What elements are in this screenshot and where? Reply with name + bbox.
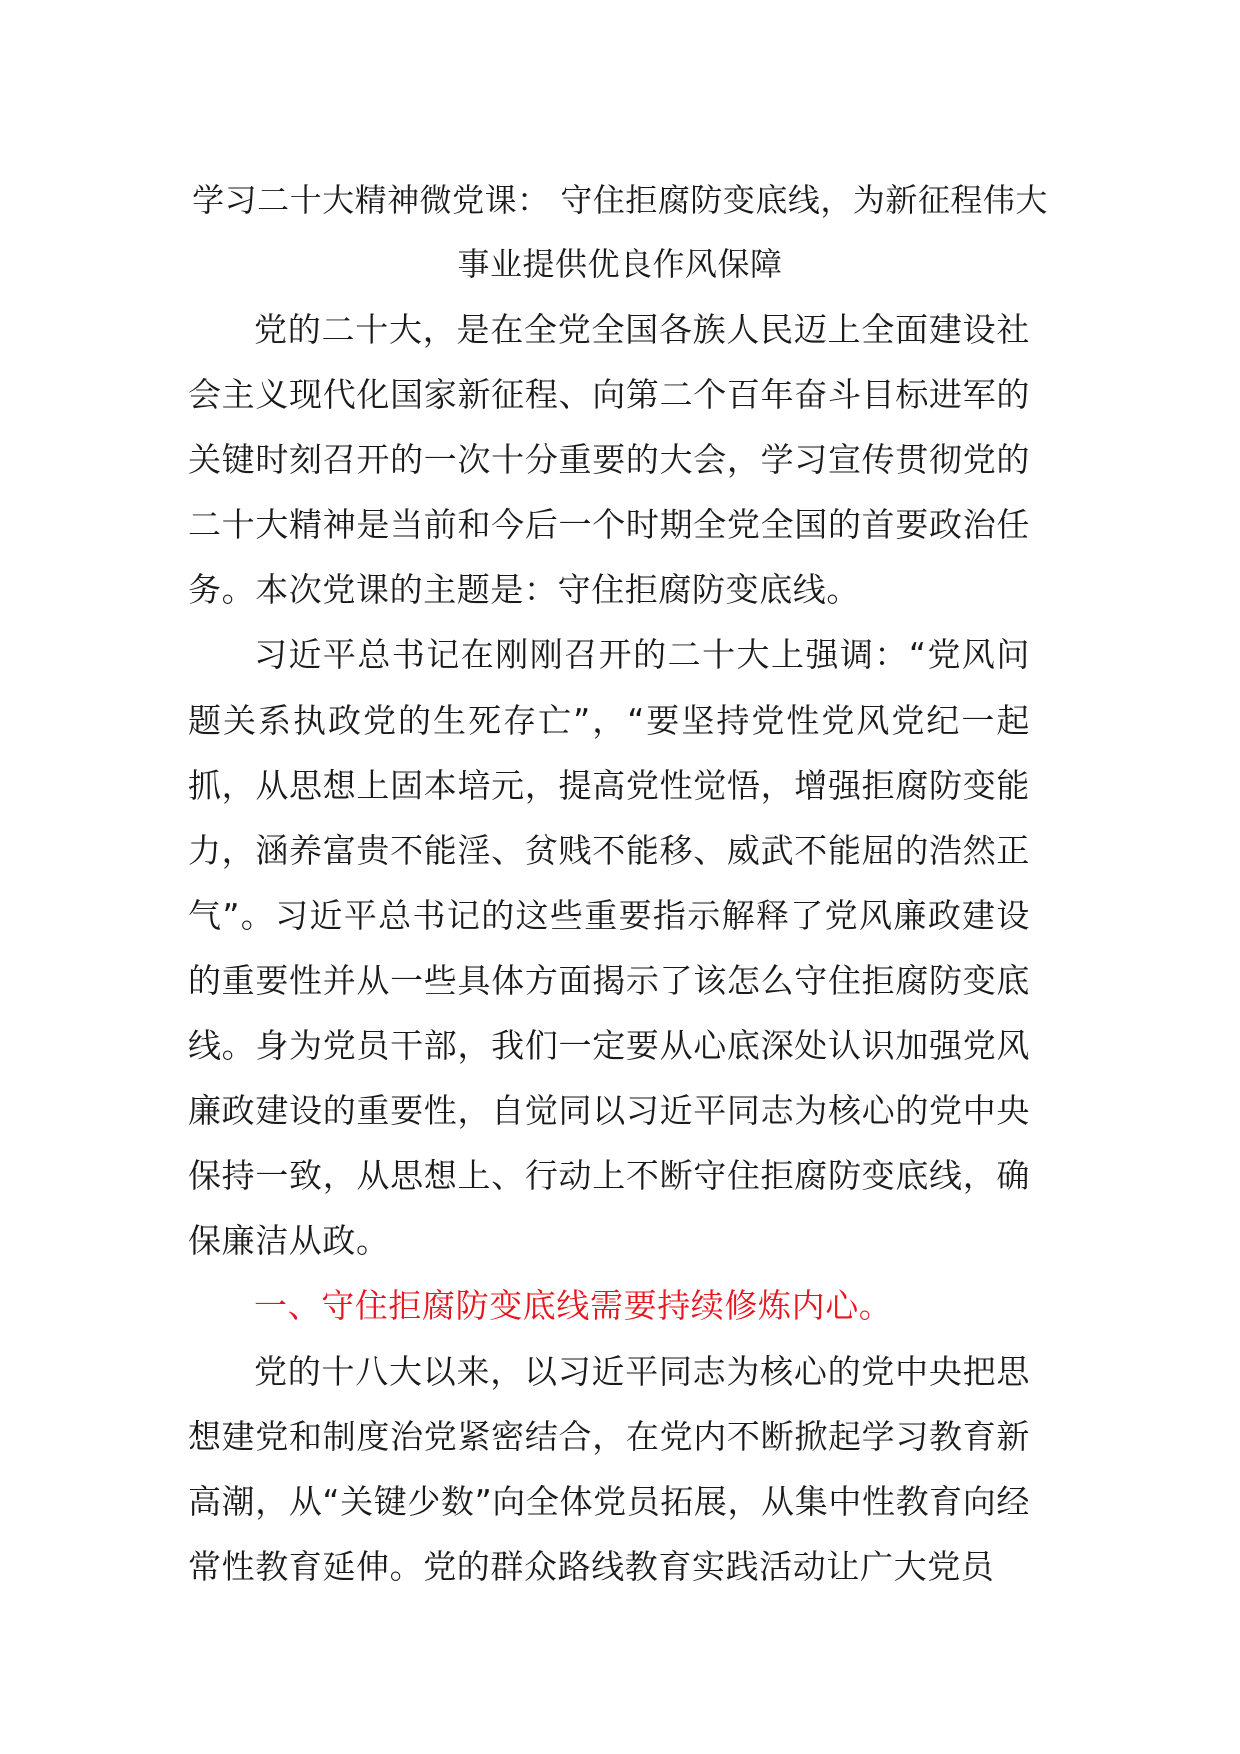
paragraph-intro: 党的二十大，是在全党全国各族人民迈上全面建设社会主义现代化国家新征程、向第二个百年奋斗目标进军的关键时刻召开的一次十分重要的大会，学习宣传贯彻党的二十大精神是当前和今后一个时期全党全国的首要政治任务。本次党课的主题是：守住拒腐防变底线。 — [188, 310, 1030, 610]
paragraph-quote: 习近平总书记在刚刚召开的二十大上强调：“党风问题关系执政党的生死存亡”，“要坚持党性党风党纪一起抓，从思想上固本培元，提高党性觉悟，增强拒腐防变能力，涵养富贵不能淫、贫贱不能移、威武不能屈的浩然正气”。习近平总书记的这些重要指示解释了党风廉政建设的重要性并从一些具体方面揭示了该怎么守住拒腐防变底线。身为党员干部，我们一定要从心底深处认识加强党风廉政建设的重要性，自觉同以习近平同志为核心的党中央保持一致，从思想上、行动上不断守住拒腐防变底线，确保廉洁从政。 — [188, 635, 1030, 1261]
document-body — [188, 297, 1030, 1599]
paragraph-section-one: 党的十八大以来，以习近平同志为核心的党中央把思想建党和制度治党紧密结合，在党内不断掀起学习教育新高潮，从“关键少数”向全体党员拓展，从集中性教育向经常性教育延伸。党的群众路线教育实践活动让广大党员 — [188, 1351, 1030, 1586]
section-heading: 一、守住拒腐防变底线需要持续修炼内心。 — [254, 1286, 893, 1326]
document-title: 学习二十大精神微党课： 守住拒腐防变底线，为新征程伟大事业提供优良作风保障 — [192, 181, 1048, 283]
